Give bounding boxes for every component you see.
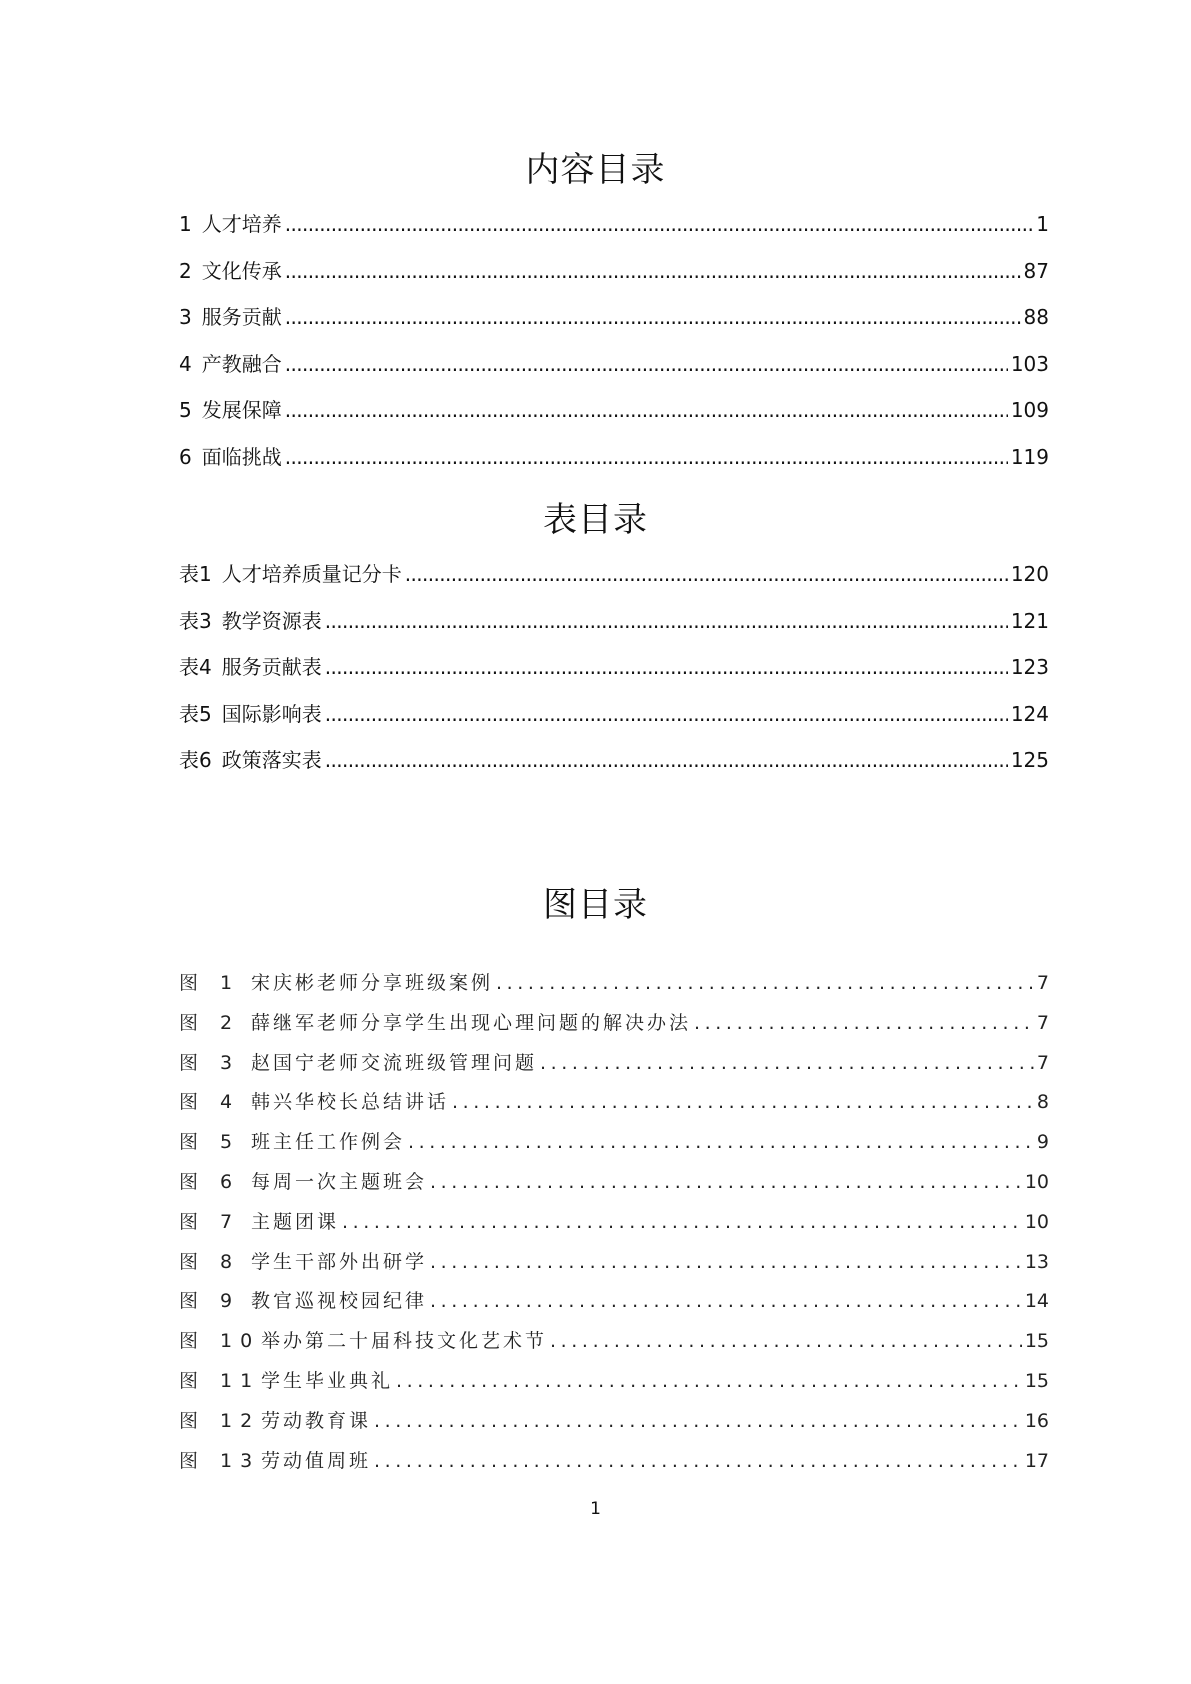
entry-label: 服务贡献 <box>201 305 282 330</box>
leader-dots <box>408 1131 1034 1153</box>
figure-entry[interactable] <box>179 1087 1049 1127</box>
leader-dots <box>285 212 1034 236</box>
entry-page: 9 <box>1036 1131 1049 1154</box>
entry-number: 图 10 <box>179 1330 261 1353</box>
leader-dots <box>325 748 1008 772</box>
entry-number: 图 8 <box>179 1250 241 1273</box>
entry-page: 109 <box>1010 398 1049 423</box>
table-entry[interactable] <box>179 651 1049 698</box>
entry-label: 举办第二十届科技文化艺术节 <box>261 1330 548 1353</box>
entry-number: 5 <box>179 398 192 423</box>
entry-number: 表5 <box>179 701 212 726</box>
leader-dots <box>550 1330 1022 1352</box>
entry-number: 图 2 <box>179 1011 241 1034</box>
leader-dots <box>430 1290 1022 1312</box>
figure-entry[interactable] <box>179 1247 1049 1287</box>
entry-page: 7 <box>1036 1051 1049 1074</box>
entry-label: 学生毕业典礼 <box>261 1369 394 1392</box>
entry-page: 13 <box>1024 1250 1049 1273</box>
entry-page: 15 <box>1024 1369 1049 1392</box>
leader-dots <box>452 1091 1034 1113</box>
entry-number: 表3 <box>179 608 212 633</box>
toc-entry[interactable] <box>179 394 1049 441</box>
entry-number: 1 <box>179 212 192 236</box>
figure-entry[interactable] <box>179 1446 1049 1486</box>
leader-dots <box>285 398 1008 422</box>
figure-entry[interactable] <box>179 1167 1049 1207</box>
entry-label: 宋庆彬老师分享班级案例 <box>251 972 494 994</box>
entry-label: 服务贡献表 <box>221 655 322 680</box>
table-entry[interactable] <box>179 744 1049 791</box>
figure-entry[interactable] <box>179 1008 1049 1048</box>
figure-entry[interactable] <box>179 1406 1049 1446</box>
entry-label: 韩兴华校长总结讲话 <box>251 1091 450 1114</box>
entry-page: 10 <box>1024 1210 1049 1233</box>
figure-entry[interactable] <box>179 1207 1049 1247</box>
figure-entry[interactable] <box>179 1286 1049 1326</box>
toc-entry[interactable] <box>179 441 1049 488</box>
entry-label: 人才培养质量记分卡 <box>221 562 402 586</box>
leader-dots <box>342 1211 1022 1233</box>
figures-list <box>179 968 1049 1485</box>
leader-dots <box>430 1251 1022 1273</box>
entry-label: 文化传承 <box>201 258 282 283</box>
figure-entry[interactable] <box>179 1366 1049 1406</box>
entry-number: 图 9 <box>179 1290 241 1313</box>
toc-entry[interactable] <box>179 348 1049 395</box>
leader-dots <box>396 1370 1022 1392</box>
table-entry[interactable] <box>179 605 1049 652</box>
entry-page: 17 <box>1024 1449 1049 1472</box>
figures-title: 图目录 <box>543 885 648 925</box>
entry-label: 劳动教育课 <box>261 1409 372 1432</box>
entry-label: 发展保障 <box>201 398 282 423</box>
entry-number: 图 5 <box>179 1131 241 1154</box>
entry-number: 4 <box>179 351 192 376</box>
entry-number: 图 6 <box>179 1170 241 1193</box>
toc-entry[interactable] <box>179 301 1049 348</box>
leader-dots <box>325 655 1008 679</box>
leader-dots <box>430 1171 1022 1193</box>
entry-page: 14 <box>1024 1290 1049 1313</box>
entry-label: 劳动值周班 <box>261 1449 372 1472</box>
contents-list <box>179 208 1049 488</box>
entry-number: 表4 <box>179 655 212 680</box>
entry-number: 图 1 <box>179 972 241 994</box>
leader-dots <box>374 1450 1022 1472</box>
entry-label: 人才培养 <box>201 212 282 236</box>
entry-page: 87 <box>1023 258 1049 283</box>
entry-label: 产教融合 <box>201 351 282 376</box>
entry-label: 教学资源表 <box>221 608 322 633</box>
entry-number: 图 11 <box>179 1369 261 1392</box>
entry-label: 政策落实表 <box>221 748 322 773</box>
entry-page: 125 <box>1010 748 1049 773</box>
entry-label: 班主任工作例会 <box>251 1131 406 1154</box>
entry-page: 7 <box>1036 1011 1049 1034</box>
figure-entry[interactable] <box>179 968 1049 1008</box>
entry-number: 表6 <box>179 748 212 773</box>
entry-label: 每周一次主题班会 <box>251 1170 428 1193</box>
entry-page: 16 <box>1024 1409 1049 1432</box>
page-number: 1 <box>590 1499 601 1519</box>
entry-page: 10 <box>1024 1170 1049 1193</box>
leader-dots <box>374 1410 1022 1432</box>
leader-dots <box>496 972 1034 994</box>
entry-page: 121 <box>1010 608 1049 633</box>
entry-page: 15 <box>1024 1330 1049 1353</box>
entry-label: 面临挑战 <box>201 444 282 469</box>
entry-number: 图 13 <box>179 1449 261 1472</box>
entry-label: 薛继军老师分享学生出现心理问题的解决办法 <box>251 1011 692 1034</box>
leader-dots <box>405 562 1008 586</box>
leader-dots <box>285 305 1021 329</box>
entry-number: 图 12 <box>179 1409 261 1432</box>
leader-dots <box>285 352 1008 376</box>
figure-entry[interactable] <box>179 1048 1049 1088</box>
entry-page: 120 <box>1010 562 1049 586</box>
entry-page: 124 <box>1010 701 1049 726</box>
tables-title: 表目录 <box>543 500 648 540</box>
entry-number: 6 <box>179 444 192 469</box>
tables-list <box>179 558 1049 791</box>
toc-entry[interactable] <box>179 208 1049 255</box>
entry-page: 88 <box>1023 305 1049 330</box>
entry-number: 图 3 <box>179 1051 241 1074</box>
entry-page: 1 <box>1036 212 1049 236</box>
entry-page: 8 <box>1036 1091 1049 1114</box>
entry-page: 103 <box>1010 351 1049 376</box>
leader-dots <box>325 609 1008 633</box>
figure-entry[interactable] <box>179 1326 1049 1366</box>
entry-number: 图 4 <box>179 1091 241 1114</box>
entry-number: 表1 <box>179 562 212 586</box>
leader-dots <box>285 445 1008 469</box>
leader-dots <box>694 1012 1034 1034</box>
leader-dots <box>325 702 1008 726</box>
contents-title: 内容目录 <box>525 150 666 190</box>
entry-label: 主题团课 <box>251 1210 340 1233</box>
figure-entry[interactable] <box>179 1127 1049 1167</box>
entry-page: 119 <box>1010 444 1049 469</box>
leader-dots <box>540 1052 1034 1074</box>
entry-number: 图 7 <box>179 1210 241 1233</box>
entry-label: 教官巡视校园纪律 <box>251 1290 428 1313</box>
entry-label: 赵国宁老师交流班级管理问题 <box>251 1051 538 1074</box>
entry-page: 123 <box>1010 655 1049 680</box>
table-entry[interactable] <box>179 698 1049 745</box>
entry-number: 2 <box>179 258 192 283</box>
entry-label: 国际影响表 <box>221 701 322 726</box>
toc-entry[interactable] <box>179 255 1049 302</box>
entry-page: 7 <box>1036 972 1049 994</box>
table-entry[interactable] <box>179 558 1049 605</box>
entry-number: 3 <box>179 305 192 330</box>
entry-label: 学生干部外出研学 <box>251 1250 428 1273</box>
leader-dots <box>285 259 1021 283</box>
